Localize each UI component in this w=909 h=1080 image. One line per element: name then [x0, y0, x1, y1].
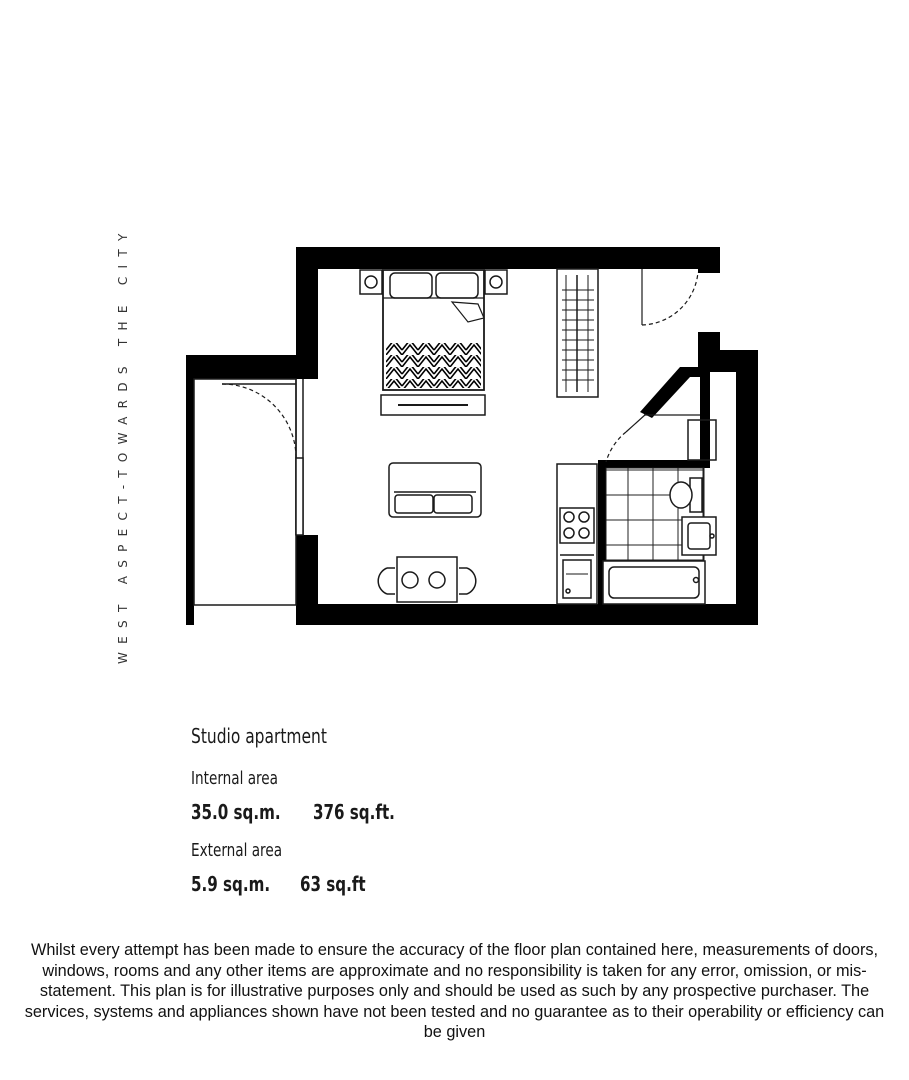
- entrance-door: [642, 269, 698, 325]
- external-area-sqft: 63 sq.ft: [300, 872, 366, 896]
- bathtub: [603, 561, 705, 604]
- balcony: [194, 379, 303, 605]
- external-area-label: External area: [191, 840, 283, 861]
- internal-area-sqft: 376 sq.ft.: [313, 800, 395, 824]
- wardrobe: [557, 269, 598, 397]
- dining-table: [378, 557, 476, 602]
- balcony-door: [222, 384, 296, 458]
- disclaimer-text: Whilst every attempt has been made to ensure the accuracy of the floor plan contained here, measurements of doors, windows, rooms and any other items are approximate and no responsibility is taken for any error, omission, or mis-statement. This plan is for illustrative purposes only and should be used as such by any prospective purchaser. The services, systems and appliances shown have not been tested and no guarantee as to their operability or efficiency can be given: [24, 941, 885, 1041]
- washbasin: [682, 517, 716, 555]
- apartment-type: Studio apartment: [191, 724, 327, 748]
- bathroom-door: [606, 414, 700, 462]
- internal-area-sqm: 35.0 sq.m.: [191, 800, 281, 824]
- bed: [381, 270, 485, 415]
- external-area-sqm: 5.9 sq.m.: [191, 872, 271, 896]
- bathroom: [603, 468, 716, 604]
- aspect-label: WEST ASPECT-TOWARDS THE CITY: [116, 225, 130, 664]
- kitchen: [557, 464, 597, 604]
- sofa: [389, 463, 481, 517]
- internal-area-label: Internal area: [191, 768, 279, 789]
